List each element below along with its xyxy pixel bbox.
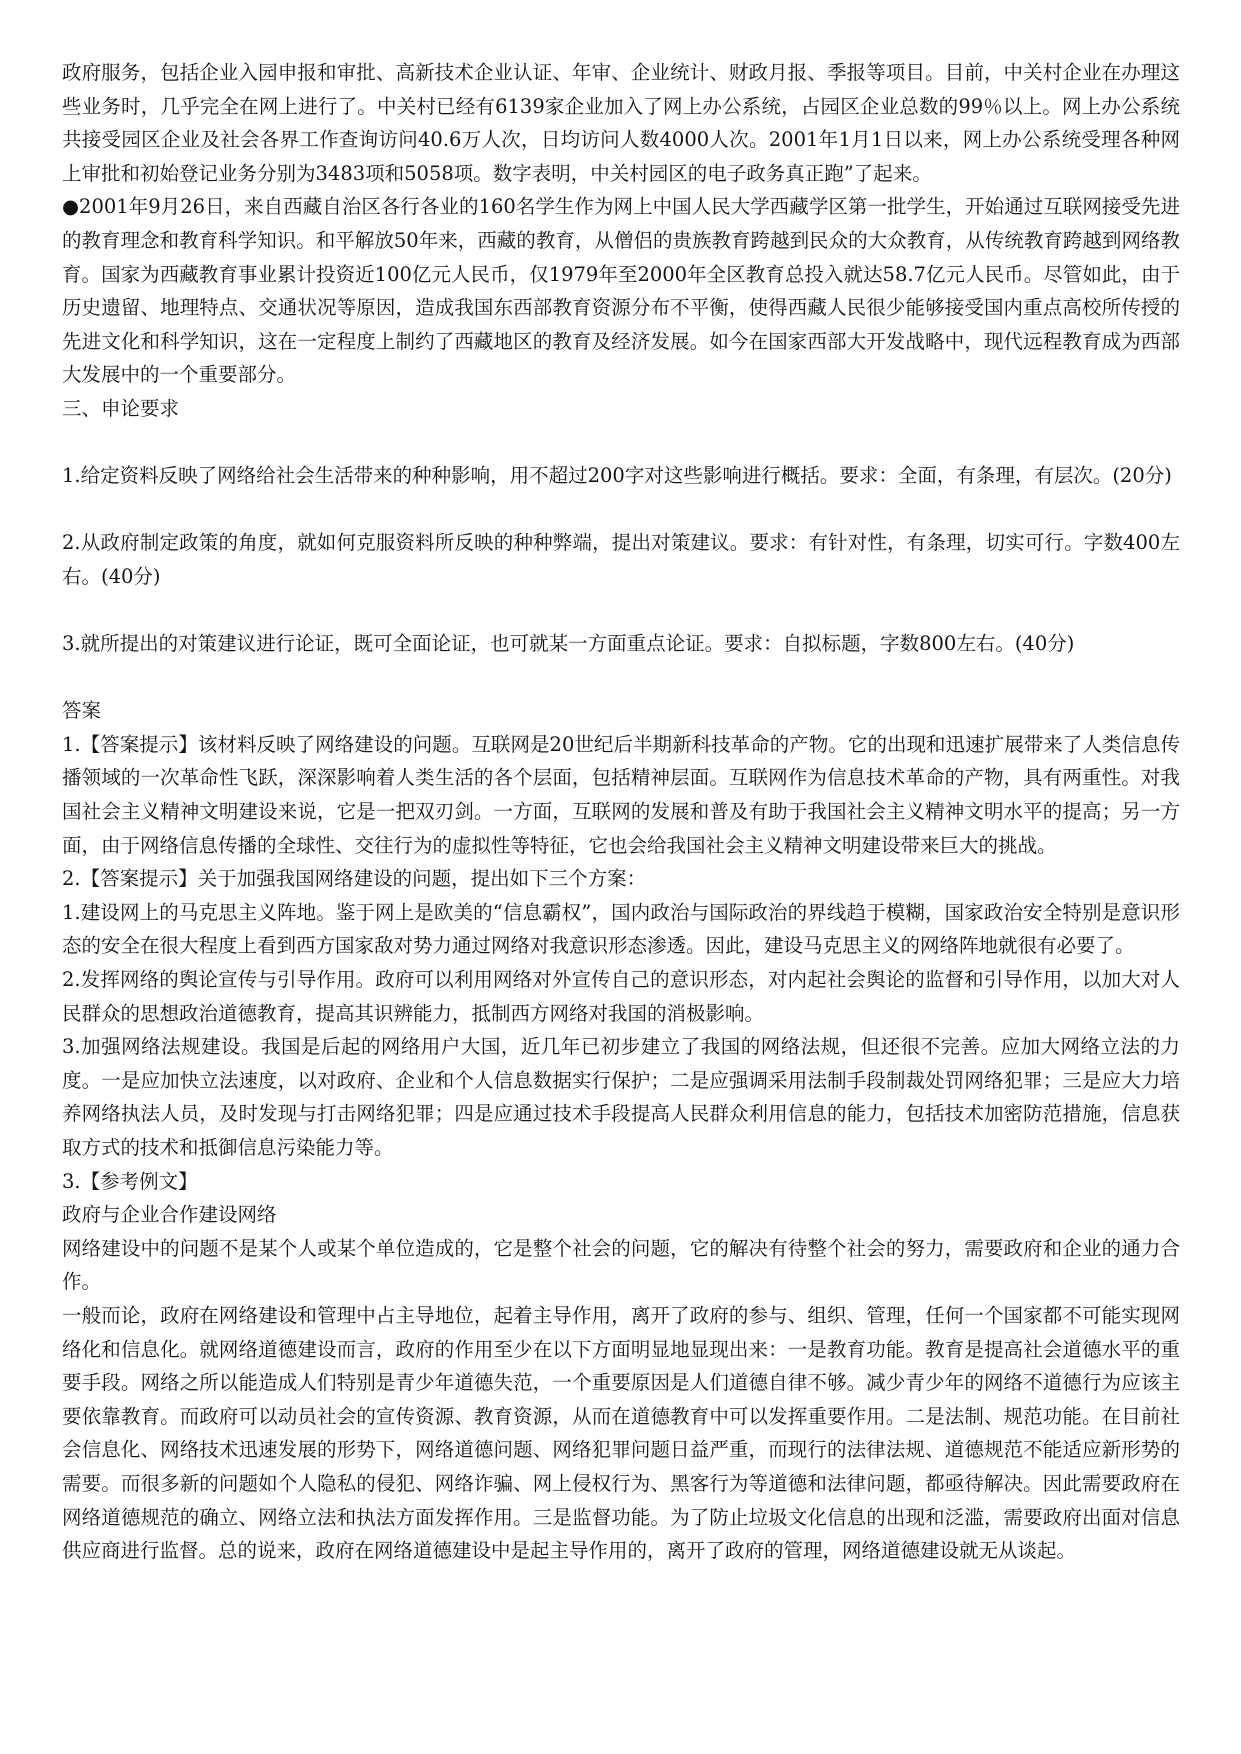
blank-line xyxy=(62,426,1180,460)
answer-2-item-2: 2.发挥网络的舆论宣传与引导作用。政府可以利用网络对外宣传自己的意识形态，对内起社会舆论的监督和引导作用，以加大对人民群众的思想政治道德教育，提高其识辨能力，抵制西方网络对我国的消极影响。 xyxy=(62,968,1180,1025)
answer-2-item-3: 3.加强网络法规建设。我国是后起的网络用户大国，近几年已初步建立了我国的网络法规，但还很不完善。应加大网络立法的力度。一是应加快立法速度，以对政府、企业和个人信息数据实行保护；二是应强调采用法制手段制裁处罚网络犯罪；三是应大力培养网络执法人员，及时发现与打击网络犯罪；四是应通过技术手段提高人民群众利用信息的能力，包括技术加密防范措施，信息获取方式的技术和抵御信息污染能力等。 xyxy=(62,1035,1180,1159)
document-body xyxy=(62,56,1180,1568)
answer-3-heading: 3.【参考例文】 xyxy=(62,1169,198,1193)
essay-paragraph-2: 一般而论，政府在网络建设和管理中占主导地位，起着主导作用，离开了政府的参与、组织、管理，任何一个国家都不可能实现网络化和信息化。就网络道德建设而言，政府的作用至少在以下方面明显地显现出来：一是教育功能。教育是提高社会道德水平的重要手段。网络之所以能造成人们特别是青少年道德失范，一个重要原因是人们道德自律不够。减少青少年的网络不道德行为应该主要依靠教育。而政府可以动员社会的宣传资源、教育资源，从而在道德教育中可以发挥重要作用。二是法制、规范功能。在目前社会信息化、网络技术迅速发展的形势下，网络道德问题、网络犯罪问题日益严重，而现行的法律法规、道德规范不能适应新形势的需要。而很多新的问题如个人隐私的侵犯、网络诈骗、网上侵权行为、黑客行为等道德和法律问题，都亟待解决。因此需要政府在网络道德规范的确立、网络立法和执法方面发挥作用。三是监督功能。为了防止垃圾文化信息的出现和泛滥，需要政府出面对信息供应商进行监督。总的说来，政府在网络道德建设中是起主导作用的，离开了政府的管理，网络道德建设就无从谈起。 xyxy=(62,1303,1180,1563)
question-2: 2.从政府制定政策的角度，就如何克服资料所反映的种种弊端，提出对策建议。要求：有针对性，有条理，切实可行。字数400左右。(40分) xyxy=(62,531,1180,588)
blank-line xyxy=(62,594,1180,628)
answer-2-item-1: 1.建设网上的马克思主义阵地。鉴于网上是欧美的“信息霸权”，国内政治与国际政治的界线趋于模糊，国家政治安全特别是意识形态的安全在很大程度上看到西方国家敌对势力通过网络对我意识形态渗透。因此，建设马克思主义的网络阵地就很有必要了。 xyxy=(62,900,1180,958)
answer-1: 1.【答案提示】该材料反映了网络建设的问题。互联网是20世纪后半期新科技革命的产物。它的出现和迅速扩展带来了人类信息传播领域的一次革命性飞跃，深深影响着人类生活的各个层面，包括精神层面。互联网作为信息技术革命的产物，具有两重性。对我国社会主义精神文明建设来说，它是一把双刃剑。一方面，互联网的发展和普及有助于我国社会主义精神文明水平的提高；另一方面，由于网络信息传播的全球性、交往行为的虚拟性等特征，它也会给我国社会主义精神文明建设带来巨大的挑战。 xyxy=(62,732,1180,857)
paragraph-tibet-education: ●2001年9月26日，来自西藏自治区各行各业的160名学生作为网上中国人民大学西藏学区第一批学生，开始通过互联网接受先进的教育理念和教育科学知识。和平解放50年来，西藏的教育，从僧侣的贵族教育跨越到民众的大众教育，从传统教育跨越到网络教育。国家为西藏教育事业累计投资近100亿元人民币，仅1979年至2000年全区教育总投入就达58.7亿元人民币。尽管如此，由于历史遗留、地理特点、交通状况等原因，造成我国东西部教育资源分布不平衡，使得西藏人民很少能够接受国内重点高校所传授的先进文化和科学知识，这在一定程度上制约了西藏地区的教育及经济发展。如今在国家西部大开发战略中，现代远程教育成为西部大发展中的一个重要部分。 xyxy=(62,195,1180,387)
essay-paragraph-1: 网络建设中的问题不是某个人或某个单位造成的，它是整个社会的问题，它的解决有待整个社会的努力，需要政府和企业的通力合作。 xyxy=(62,1236,1180,1294)
blank-line xyxy=(62,493,1180,527)
answer-heading: 答案 xyxy=(62,699,102,723)
question-1: 1.给定资料反映了网络给社会生活带来的种种影响，用不超过200字对这些影响进行概括。要求：全面，有条理，有层次。(20分) xyxy=(62,464,1172,488)
question-3: 3.就所提出的对策建议进行论证，既可全面论证，也可就某一方面重点论证。要求：自拟标题，字数800左右。(40分) xyxy=(62,632,1075,656)
answer-2-intro: 2.【答案提示】关于加强我国网络建设的问题，提出如下三个方案： xyxy=(62,867,647,891)
essay-title: 政府与企业合作建设网络 xyxy=(62,1203,277,1227)
paragraph-zhongguancun: 政府服务，包括企业入园申报和审批、高新技术企业认证、年审、企业统计、财政月报、季报等项目。目前，中关村企业在办理这些业务时，几乎完全在网上进行了。中关村已经有6139家企业加入了网上办公系统，占园区企业总数的99％以上。网上办公系统共接受园区企业及社会各界工作查询访问40.6万人次，日均访问人数4000人次。2001年1月1日以来，网上办公系统受理各种网上审批和初始登记业务分别为3483项和5058项。数字表明，中关村园区的电子政务真正跑”了起来。 xyxy=(62,61,1180,185)
blank-line xyxy=(62,661,1180,695)
section-heading-requirements: 三、申论要求 xyxy=(62,396,180,420)
